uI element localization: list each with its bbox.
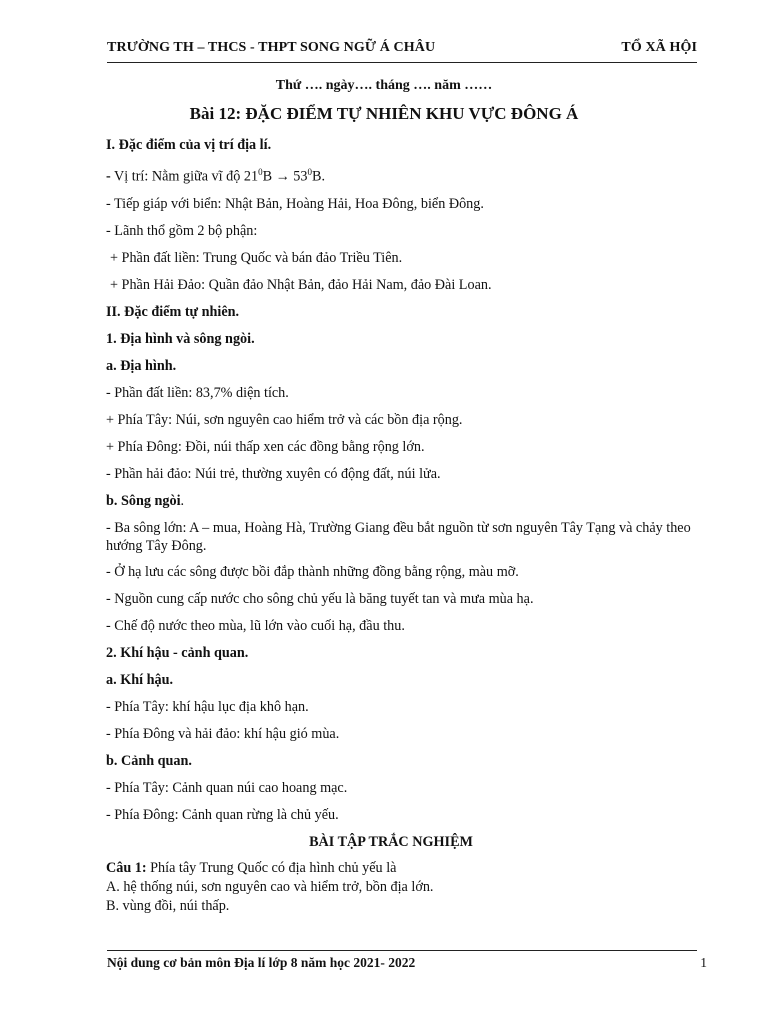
- page-footer: [107, 955, 707, 971]
- section-heading-nature: II. Đặc điểm tự nhiên.: [106, 303, 240, 320]
- text-line: + Phía Đông: Đồi, núi thấp xen các đồng bằng rộng lớn.: [106, 438, 425, 455]
- subsection-heading: b. Cảnh quan.: [106, 752, 192, 769]
- text-line: - Chế độ nước theo mùa, lũ lớn vào cuối hạ, đầu thu.: [106, 617, 405, 634]
- text-line: - Nguồn cung cấp nước cho sông chủ yếu là băng tuyết tan và mưa mùa hạ.: [106, 590, 534, 607]
- lesson-title: Bài 12: ĐẶC ĐIỂM TỰ NHIÊN KHU VỰC ĐÔNG Á: [189, 104, 579, 123]
- document-body: [106, 132, 706, 916]
- text-line: - Phía Tây: Cảnh quan núi cao hoang mạc.: [106, 779, 348, 796]
- date-line: Thứ …. ngày…. tháng …. năm ……: [275, 78, 493, 93]
- subsection-heading: a. Khí hậu.: [106, 671, 174, 688]
- text-line: + Phía Tây: Núi, sơn nguyên cao hiểm trở và các bồn địa rộng.: [106, 411, 463, 428]
- text-line: - Ba sông lớn: A – mua, Hoàng Hà, Trường Giang đều bắt nguồn từ sơn nguyên Tây Tạng và chảy theo hướng Tây Đông.: [106, 519, 691, 554]
- quiz-heading: BÀI TẬP TRẮC NGHIỆM: [309, 833, 473, 850]
- text-line: - Phần hải đảo: Núi trẻ, thường xuyên có động đất, núi lửa.: [106, 465, 441, 482]
- text-line: - Ở hạ lưu các sông được bồi đắp thành những đồng bằng rộng, màu mỡ.: [106, 563, 519, 580]
- footer-text: Nội dung cơ bản môn Địa lí lớp 8 năm học 2021- 2022: [107, 955, 416, 970]
- text-line: + Phần Hải Đảo: Quần đảo Nhật Bản, đảo Hải Nam, đảo Đài Loan.: [110, 276, 492, 293]
- text-line: + Phần đất liền: Trung Quốc và bán đảo Triều Tiên.: [110, 249, 403, 266]
- question-1: Câu 1: Phía tây Trung Quốc có địa hình chủ yếu là: [106, 859, 397, 876]
- section-heading-location: I. Đặc điểm của vị trí địa lí.: [106, 137, 272, 153]
- footer-divider: [107, 950, 697, 951]
- text-line: - Phía Đông: Cảnh quan rừng là chủ yếu.: [106, 806, 339, 823]
- text-line: - Phía Đông và hải đảo: khí hậu gió mùa.: [106, 725, 340, 742]
- subsection-heading: a. Địa hình.: [106, 357, 177, 374]
- question-1-option-a: A. hệ thống núi, sơn nguyên cao và hiểm trở, bồn địa lớn.: [106, 878, 434, 895]
- text-line: - Phía Tây: khí hậu lục địa khô hạn.: [106, 698, 309, 715]
- page-number: 1: [700, 955, 707, 970]
- page-header: [107, 40, 697, 63]
- text-line: - Phần đất liền: 83,7% diện tích.: [106, 384, 289, 401]
- question-1-option-b: B. vùng đồi, núi thấp.: [106, 897, 230, 914]
- text-line: - Lãnh thổ gồm 2 bộ phận:: [106, 222, 258, 239]
- subsection-heading: b. Sông ngòi.: [106, 492, 185, 509]
- subsection-heading: 1. Địa hình và sông ngòi.: [106, 330, 255, 347]
- text-line: - Tiếp giáp với biển: Nhật Bản, Hoàng Hải, Hoa Đông, biển Đông.: [106, 195, 484, 212]
- department-name: TỔ XÃ HỘI: [621, 40, 697, 55]
- school-name: TRƯỜNG TH – THCS - THPT SONG NGỮ Á CHÂU: [107, 40, 436, 55]
- subsection-heading: 2. Khí hậu - cảnh quan.: [106, 644, 249, 661]
- location-line: - Vị trí: Nằm giữa vĩ độ $21^0B \to 53^0B$.: [106, 167, 326, 185]
